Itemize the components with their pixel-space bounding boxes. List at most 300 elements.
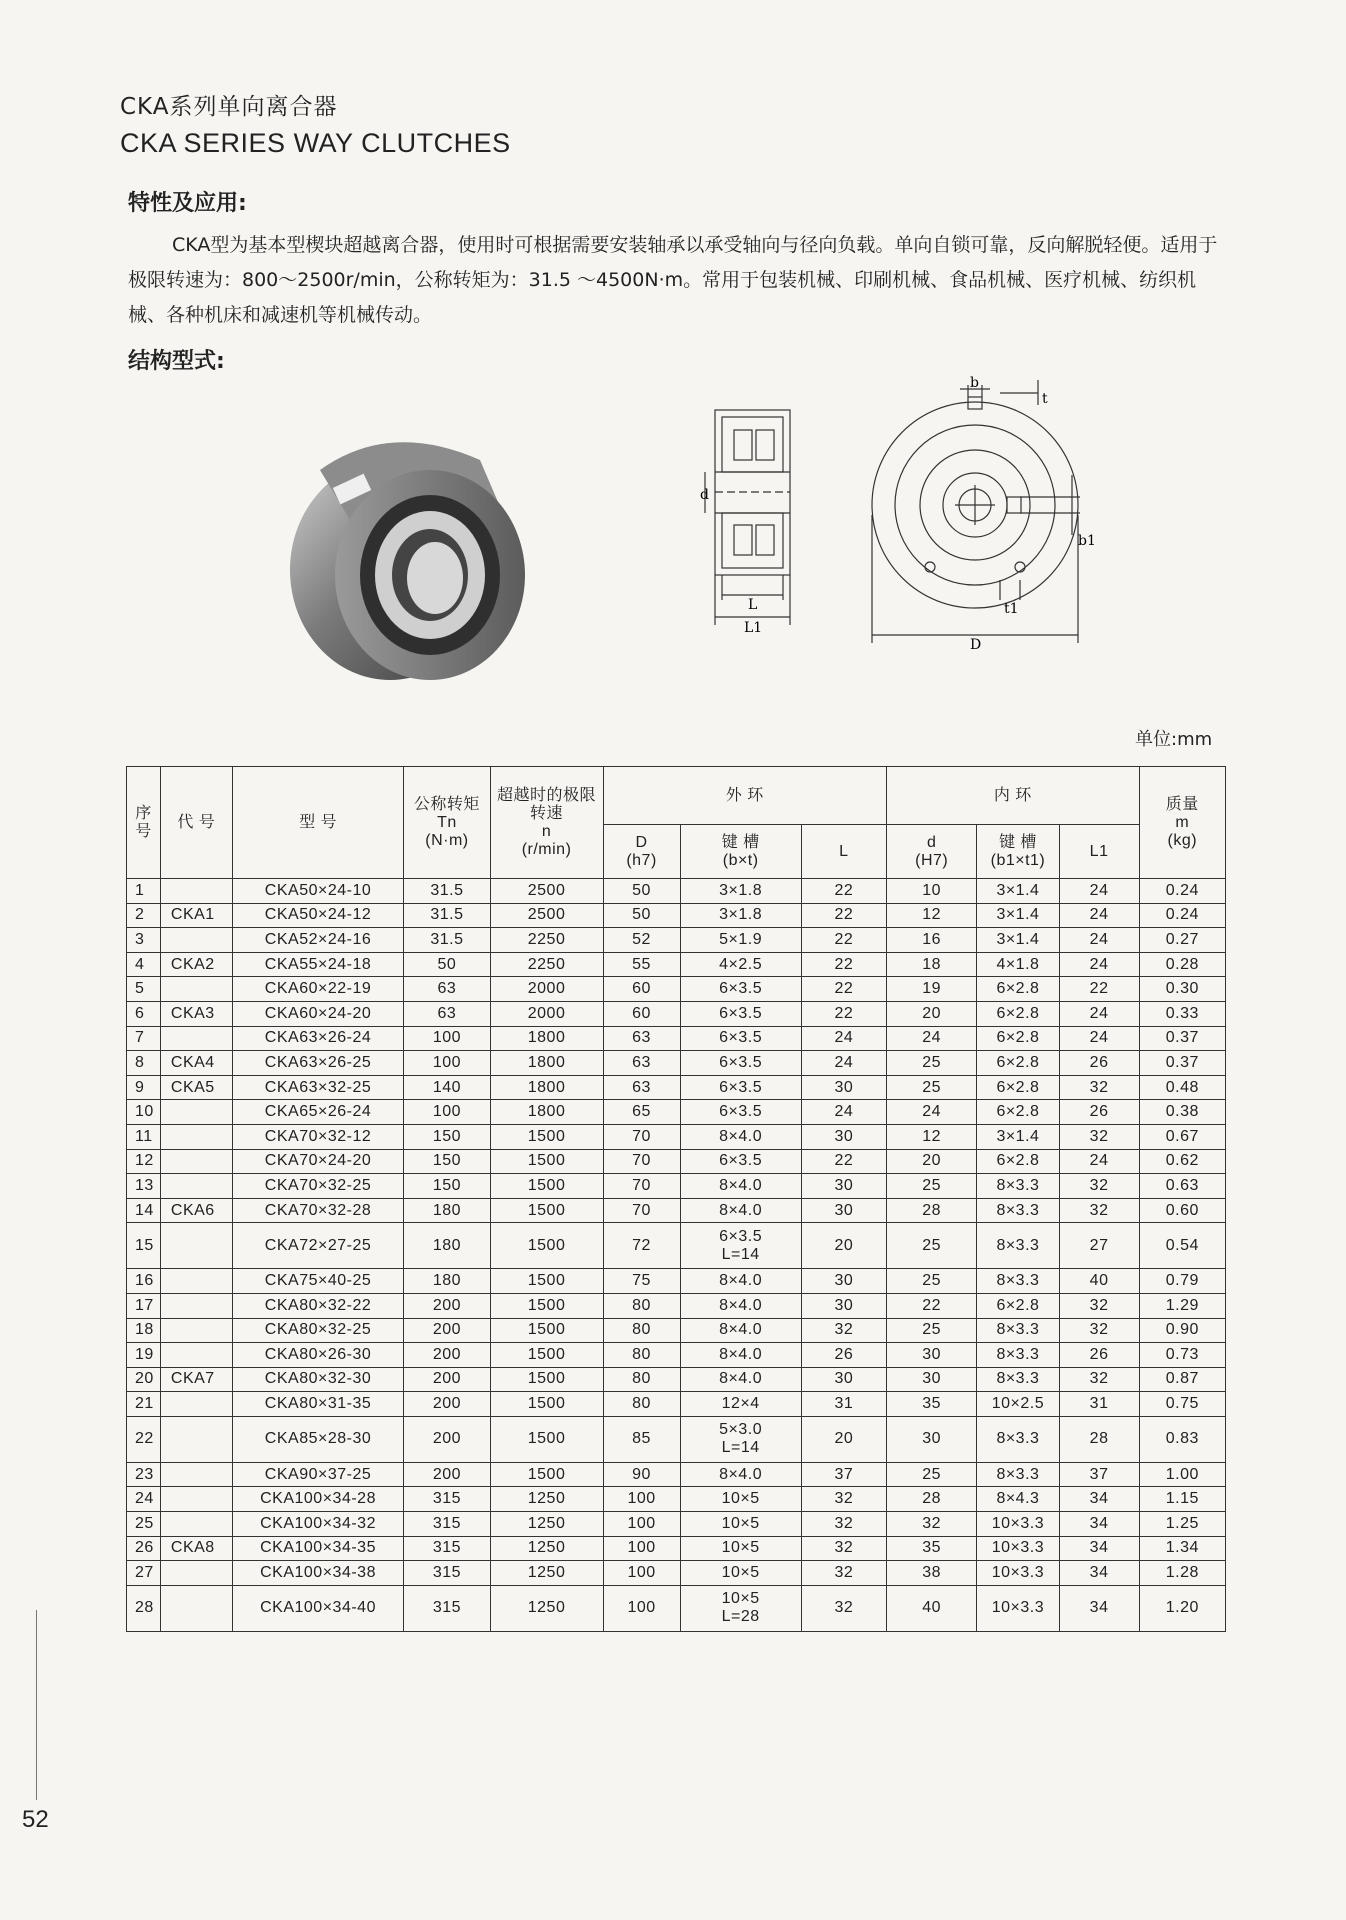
cell-L1: 28 — [1059, 1416, 1139, 1462]
table-row — [127, 1487, 1226, 1512]
cell-L1: 26 — [1059, 1100, 1139, 1125]
cell-n: 1500 — [490, 1462, 603, 1487]
cell-m: 1.15 — [1139, 1487, 1225, 1512]
clutch-photo — [280, 400, 550, 680]
cell-code — [160, 879, 232, 904]
cell-m: 0.24 — [1139, 879, 1225, 904]
cell-ikey: 4×1.8 — [977, 952, 1059, 977]
cell-n: 1500 — [490, 1149, 603, 1174]
cell-d: 22 — [886, 1293, 976, 1318]
cell-n: 1500 — [490, 1392, 603, 1417]
table-row — [127, 1585, 1226, 1631]
cell-m: 0.38 — [1139, 1100, 1225, 1125]
cell-n: 2000 — [490, 977, 603, 1002]
cell-okey: 3×1.8 — [680, 903, 801, 928]
cell-model: CKA80×32-30 — [232, 1367, 404, 1392]
header-mass-symbol: m — [1175, 813, 1190, 831]
cell-m: 1.28 — [1139, 1561, 1225, 1586]
cell-tn: 31.5 — [404, 928, 490, 953]
header-torque-unit: (N·m) — [425, 831, 469, 849]
cell-ikey: 6×2.8 — [977, 1001, 1059, 1026]
cell-no: 10 — [127, 1100, 161, 1125]
cell-ikey: 8×4.3 — [977, 1487, 1059, 1512]
cell-m: 1.34 — [1139, 1536, 1225, 1561]
label-t: t — [1042, 391, 1048, 407]
cell-D: 70 — [603, 1124, 680, 1149]
cell-ikey: 8×3.3 — [977, 1462, 1059, 1487]
cell-L: 32 — [801, 1561, 886, 1586]
structure-heading: 结构型式: — [128, 349, 225, 374]
cell-model: CKA100×34-32 — [232, 1512, 404, 1537]
cell-n: 1500 — [490, 1223, 603, 1269]
cell-okey: 10×5 — [680, 1561, 801, 1586]
cell-L1: 32 — [1059, 1124, 1139, 1149]
cell-tn: 180 — [404, 1198, 490, 1223]
cell-D: 80 — [603, 1318, 680, 1343]
cell-okey — [680, 1585, 801, 1631]
cell-okey: 8×4.0 — [680, 1198, 801, 1223]
cell-L1: 24 — [1059, 1149, 1139, 1174]
cell-no: 18 — [127, 1318, 161, 1343]
header-outer-keyway — [680, 825, 801, 879]
cell-n: 1500 — [490, 1124, 603, 1149]
cell-no: 25 — [127, 1512, 161, 1537]
table-row — [127, 1223, 1226, 1269]
cell-tn: 200 — [404, 1416, 490, 1462]
cell-L: 26 — [801, 1343, 886, 1368]
cell-tn: 200 — [404, 1462, 490, 1487]
cell-D: 65 — [603, 1100, 680, 1125]
cell-D: 70 — [603, 1149, 680, 1174]
header-speed-symbol: n — [541, 822, 552, 840]
cell-n: 1500 — [490, 1198, 603, 1223]
cell-code — [160, 1026, 232, 1051]
header-code: 代 号 — [160, 767, 232, 879]
cell-no: 13 — [127, 1174, 161, 1199]
cell-n: 1250 — [490, 1536, 603, 1561]
label-L1: L1 — [744, 620, 763, 636]
cell-code — [160, 1561, 232, 1586]
table-row — [127, 879, 1226, 904]
cell-ikey: 3×1.4 — [977, 928, 1059, 953]
cell-ikey: 10×3.3 — [977, 1561, 1059, 1586]
cell-D: 85 — [603, 1416, 680, 1462]
cell-L: 22 — [801, 879, 886, 904]
cell-L1: 22 — [1059, 977, 1139, 1002]
cell-D: 50 — [603, 903, 680, 928]
cell-okey: 6×3.5 — [680, 1026, 801, 1051]
label-b1: b1 — [1078, 533, 1096, 549]
cell-no: 8 — [127, 1051, 161, 1076]
cell-tn: 50 — [404, 952, 490, 977]
cell-L: 30 — [801, 1293, 886, 1318]
table-row — [127, 1318, 1226, 1343]
cell-model: CKA100×34-35 — [232, 1536, 404, 1561]
cell-L1: 32 — [1059, 1293, 1139, 1318]
cell-model: CKA70×32-25 — [232, 1174, 404, 1199]
header-mass-unit: (kg) — [1167, 831, 1198, 849]
cell-no: 24 — [127, 1487, 161, 1512]
cell-code: CKA7 — [160, 1367, 232, 1392]
cell-tn: 63 — [404, 977, 490, 1002]
cell-d: 12 — [886, 903, 976, 928]
cell-tn: 100 — [404, 1026, 490, 1051]
table-row — [127, 1100, 1226, 1125]
cell-D: 50 — [603, 879, 680, 904]
cell-L: 30 — [801, 1269, 886, 1294]
header-D-name: D — [635, 833, 648, 851]
cell-n: 2500 — [490, 879, 603, 904]
cell-model: CKA100×34-40 — [232, 1585, 404, 1631]
cell-ikey: 3×1.4 — [977, 879, 1059, 904]
cell-L1: 32 — [1059, 1075, 1139, 1100]
cell-m: 0.63 — [1139, 1174, 1225, 1199]
cell-ikey: 6×2.8 — [977, 1100, 1059, 1125]
cell-ikey: 10×3.3 — [977, 1585, 1059, 1631]
cell-L1: 26 — [1059, 1051, 1139, 1076]
table-row — [127, 1269, 1226, 1294]
cell-n: 1500 — [490, 1343, 603, 1368]
cell-model: CKA80×32-25 — [232, 1318, 404, 1343]
cell-model: CKA55×24-18 — [232, 952, 404, 977]
cell-model: CKA85×28-30 — [232, 1416, 404, 1462]
header-L1: L1 — [1059, 825, 1139, 879]
cell-okey: 6×3.5 — [680, 1075, 801, 1100]
cell-code — [160, 1269, 232, 1294]
cell-d: 10 — [886, 879, 976, 904]
cell-okey: 10×5 — [680, 1487, 801, 1512]
cell-m: 1.29 — [1139, 1293, 1225, 1318]
cell-D: 80 — [603, 1293, 680, 1318]
table-row — [127, 952, 1226, 977]
cell-okey: 10×5 — [680, 1536, 801, 1561]
header-speed-unit: (r/min) — [521, 840, 572, 858]
cell-code: CKA5 — [160, 1075, 232, 1100]
header-speed — [490, 767, 603, 879]
cell-ikey: 6×2.8 — [977, 1075, 1059, 1100]
clutch-drawing — [700, 375, 1120, 675]
title-english: CKA SERIES WAY CLUTCHES — [120, 128, 511, 158]
cell-tn: 315 — [404, 1585, 490, 1631]
cell-ikey: 10×3.3 — [977, 1536, 1059, 1561]
cell-L1: 24 — [1059, 903, 1139, 928]
cell-code — [160, 1487, 232, 1512]
cell-code — [160, 1124, 232, 1149]
cell-ikey: 10×2.5 — [977, 1392, 1059, 1417]
cell-code: CKA4 — [160, 1051, 232, 1076]
cell-d: 30 — [886, 1367, 976, 1392]
cell-L1: 26 — [1059, 1343, 1139, 1368]
cell-code — [160, 1100, 232, 1125]
cell-n: 1250 — [490, 1585, 603, 1631]
features-heading: 特性及应用: — [128, 191, 247, 216]
cell-n: 1500 — [490, 1269, 603, 1294]
cell-ikey: 10×3.3 — [977, 1512, 1059, 1537]
cell-ikey: 6×2.8 — [977, 1293, 1059, 1318]
cell-n: 1250 — [490, 1487, 603, 1512]
cell-n: 1500 — [490, 1293, 603, 1318]
features-paragraph — [128, 228, 1228, 333]
cell-L1: 24 — [1059, 879, 1139, 904]
cell-n: 2000 — [490, 1001, 603, 1026]
cell-D: 100 — [603, 1512, 680, 1537]
cell-tn: 31.5 — [404, 879, 490, 904]
cell-tn: 315 — [404, 1487, 490, 1512]
cell-L: 22 — [801, 1149, 886, 1174]
header-mass — [1139, 767, 1225, 879]
cell-L1: 24 — [1059, 1026, 1139, 1051]
cell-code — [160, 1392, 232, 1417]
cell-tn: 31.5 — [404, 903, 490, 928]
header-seq: 序号 — [127, 767, 161, 879]
cell-m: 1.20 — [1139, 1585, 1225, 1631]
cell-tn: 200 — [404, 1293, 490, 1318]
cell-d: 25 — [886, 1462, 976, 1487]
cell-no: 17 — [127, 1293, 161, 1318]
cell-n: 1500 — [490, 1174, 603, 1199]
table-row — [127, 1149, 1226, 1174]
cell-model: CKA50×24-12 — [232, 903, 404, 928]
cell-d: 25 — [886, 1269, 976, 1294]
cell-model: CKA100×34-38 — [232, 1561, 404, 1586]
cell-model: CKA70×32-28 — [232, 1198, 404, 1223]
cell-tn: 200 — [404, 1392, 490, 1417]
cell-m: 0.27 — [1139, 928, 1225, 953]
cell-tn: 180 — [404, 1223, 490, 1269]
cell-n: 1800 — [490, 1075, 603, 1100]
cell-d: 18 — [886, 952, 976, 977]
label-b: b — [970, 375, 979, 391]
table-row — [127, 1124, 1226, 1149]
cell-m: 0.30 — [1139, 977, 1225, 1002]
cell-okey: 8×4.0 — [680, 1269, 801, 1294]
table-row — [127, 977, 1226, 1002]
cell-D: 100 — [603, 1585, 680, 1631]
header-inner-keyway-name: 键 槽 — [998, 833, 1037, 851]
cell-okey-dim: 5×3.0 — [719, 1421, 763, 1439]
cell-no: 16 — [127, 1269, 161, 1294]
cell-okey: 8×4.0 — [680, 1462, 801, 1487]
cell-L: 22 — [801, 928, 886, 953]
cell-code — [160, 1293, 232, 1318]
cell-ikey: 8×3.3 — [977, 1318, 1059, 1343]
table-row — [127, 1198, 1226, 1223]
page-number: 52 — [22, 1806, 49, 1833]
cell-L1: 34 — [1059, 1512, 1139, 1537]
cell-d: 35 — [886, 1536, 976, 1561]
cell-d: 24 — [886, 1100, 976, 1125]
cell-m: 0.28 — [1139, 952, 1225, 977]
label-t1: t1 — [1004, 601, 1019, 617]
cell-d: 38 — [886, 1561, 976, 1586]
cell-code — [160, 928, 232, 953]
cell-d: 32 — [886, 1512, 976, 1537]
cell-no: 2 — [127, 903, 161, 928]
cell-model: CKA70×32-12 — [232, 1124, 404, 1149]
cell-D: 80 — [603, 1392, 680, 1417]
cell-ikey: 8×3.3 — [977, 1343, 1059, 1368]
cell-model: CKA80×32-22 — [232, 1293, 404, 1318]
cell-D: 63 — [603, 1075, 680, 1100]
title-chinese: CKA系列单向离合器 — [120, 94, 338, 120]
cell-okey-dim: 6×3.5 — [719, 1227, 763, 1245]
table-row — [127, 1051, 1226, 1076]
cell-model: CKA50×24-10 — [232, 879, 404, 904]
cell-model: CKA63×32-25 — [232, 1075, 404, 1100]
cell-ikey: 3×1.4 — [977, 1124, 1059, 1149]
cell-n: 2500 — [490, 903, 603, 928]
cell-n: 1800 — [490, 1026, 603, 1051]
cell-model: CKA63×26-24 — [232, 1026, 404, 1051]
cell-okey: 8×4.0 — [680, 1367, 801, 1392]
cell-model: CKA52×24-16 — [232, 928, 404, 953]
cell-d: 25 — [886, 1174, 976, 1199]
cell-okey: 6×3.5 — [680, 1100, 801, 1125]
cell-okey: 8×4.0 — [680, 1318, 801, 1343]
cell-m: 0.67 — [1139, 1124, 1225, 1149]
cell-d: 35 — [886, 1392, 976, 1417]
cell-no: 12 — [127, 1149, 161, 1174]
cell-n: 1250 — [490, 1512, 603, 1537]
cell-L: 20 — [801, 1416, 886, 1462]
cell-tn: 150 — [404, 1174, 490, 1199]
cell-tn: 150 — [404, 1149, 490, 1174]
cell-code — [160, 1149, 232, 1174]
cell-m: 0.37 — [1139, 1026, 1225, 1051]
cell-n: 1500 — [490, 1416, 603, 1462]
cell-L: 20 — [801, 1223, 886, 1269]
header-L: L — [801, 825, 886, 879]
table-row — [127, 1416, 1226, 1462]
cell-L1: 27 — [1059, 1223, 1139, 1269]
cell-L: 30 — [801, 1075, 886, 1100]
table-row — [127, 1512, 1226, 1537]
cell-okey: 8×4.0 — [680, 1124, 801, 1149]
cell-code: CKA8 — [160, 1536, 232, 1561]
cell-tn: 200 — [404, 1367, 490, 1392]
cell-n: 1500 — [490, 1367, 603, 1392]
cell-m: 0.87 — [1139, 1367, 1225, 1392]
cell-no: 28 — [127, 1585, 161, 1631]
cell-code — [160, 1318, 232, 1343]
cell-D: 63 — [603, 1026, 680, 1051]
cell-L: 24 — [801, 1051, 886, 1076]
header-mass-name: 质量 — [1165, 795, 1199, 813]
cell-L1: 32 — [1059, 1198, 1139, 1223]
header-d — [886, 825, 976, 879]
cell-D: 75 — [603, 1269, 680, 1294]
cell-okey: 6×3.5 — [680, 1051, 801, 1076]
cell-L1: 34 — [1059, 1585, 1139, 1631]
cell-model: CKA70×24-20 — [232, 1149, 404, 1174]
cell-okey: 3×1.8 — [680, 879, 801, 904]
cell-D: 55 — [603, 952, 680, 977]
cell-L1: 34 — [1059, 1561, 1139, 1586]
cell-L1: 31 — [1059, 1392, 1139, 1417]
cell-m: 1.00 — [1139, 1462, 1225, 1487]
cell-n: 1800 — [490, 1100, 603, 1125]
cell-code: CKA2 — [160, 952, 232, 977]
header-torque-name: 公称转矩 — [413, 795, 480, 813]
header-inner-ring: 内 环 — [886, 767, 1139, 825]
cell-L: 30 — [801, 1174, 886, 1199]
header-outer-keyway-name: 键 槽 — [721, 833, 760, 851]
label-d: d — [700, 487, 709, 503]
cell-okey: 8×4.0 — [680, 1293, 801, 1318]
cell-okey: 4×2.5 — [680, 952, 801, 977]
cell-L1: 34 — [1059, 1487, 1139, 1512]
page-margin-line — [36, 1610, 37, 1800]
cell-okey: 8×4.0 — [680, 1174, 801, 1199]
cell-model: CKA75×40-25 — [232, 1269, 404, 1294]
cell-d: 40 — [886, 1585, 976, 1631]
cell-m: 0.48 — [1139, 1075, 1225, 1100]
table-row — [127, 1367, 1226, 1392]
cell-L: 22 — [801, 903, 886, 928]
cell-ikey: 8×3.3 — [977, 1269, 1059, 1294]
cell-D: 100 — [603, 1487, 680, 1512]
cell-d: 25 — [886, 1075, 976, 1100]
cell-m: 1.25 — [1139, 1512, 1225, 1537]
header-inner-keyway-dim: (b1×t1) — [990, 851, 1046, 869]
header-inner-keyway — [977, 825, 1059, 879]
cell-L: 24 — [801, 1100, 886, 1125]
cell-okey — [680, 1416, 801, 1462]
cell-code — [160, 1343, 232, 1368]
cell-okey-length: L=28 — [721, 1608, 760, 1626]
cell-n: 1500 — [490, 1318, 603, 1343]
cell-no: 3 — [127, 928, 161, 953]
cell-L1: 34 — [1059, 1536, 1139, 1561]
cell-okey-length: L=14 — [721, 1245, 760, 1263]
cell-model: CKA90×37-25 — [232, 1462, 404, 1487]
cell-L1: 24 — [1059, 1001, 1139, 1026]
cell-m: 0.73 — [1139, 1343, 1225, 1368]
cell-no: 19 — [127, 1343, 161, 1368]
cell-code — [160, 977, 232, 1002]
cell-no: 9 — [127, 1075, 161, 1100]
cell-no: 6 — [127, 1001, 161, 1026]
cell-okey: 6×3.5 — [680, 1149, 801, 1174]
cell-L1: 24 — [1059, 952, 1139, 977]
cell-model: CKA63×26-25 — [232, 1051, 404, 1076]
cell-model: CKA80×26-30 — [232, 1343, 404, 1368]
header-model: 型 号 — [232, 767, 404, 879]
cell-L1: 32 — [1059, 1367, 1139, 1392]
cell-m: 0.79 — [1139, 1269, 1225, 1294]
cell-m: 0.75 — [1139, 1392, 1225, 1417]
table-row — [127, 1392, 1226, 1417]
cell-D: 60 — [603, 1001, 680, 1026]
table-row — [127, 1174, 1226, 1199]
cell-d: 16 — [886, 928, 976, 953]
cell-tn: 180 — [404, 1269, 490, 1294]
cell-no: 11 — [127, 1124, 161, 1149]
cell-model: CKA80×31-35 — [232, 1392, 404, 1417]
header-speed-name: 超越时的极限转速 — [497, 786, 597, 822]
cell-tn: 315 — [404, 1561, 490, 1586]
cell-code — [160, 1416, 232, 1462]
cell-d: 30 — [886, 1343, 976, 1368]
header-outer-ring: 外 环 — [603, 767, 886, 825]
cell-L: 37 — [801, 1462, 886, 1487]
table-row — [127, 1026, 1226, 1051]
cell-okey-length: L=14 — [721, 1439, 760, 1457]
cell-d: 25 — [886, 1318, 976, 1343]
header-torque-symbol: Tn — [437, 813, 457, 831]
table-row — [127, 1001, 1226, 1026]
cell-no: 5 — [127, 977, 161, 1002]
